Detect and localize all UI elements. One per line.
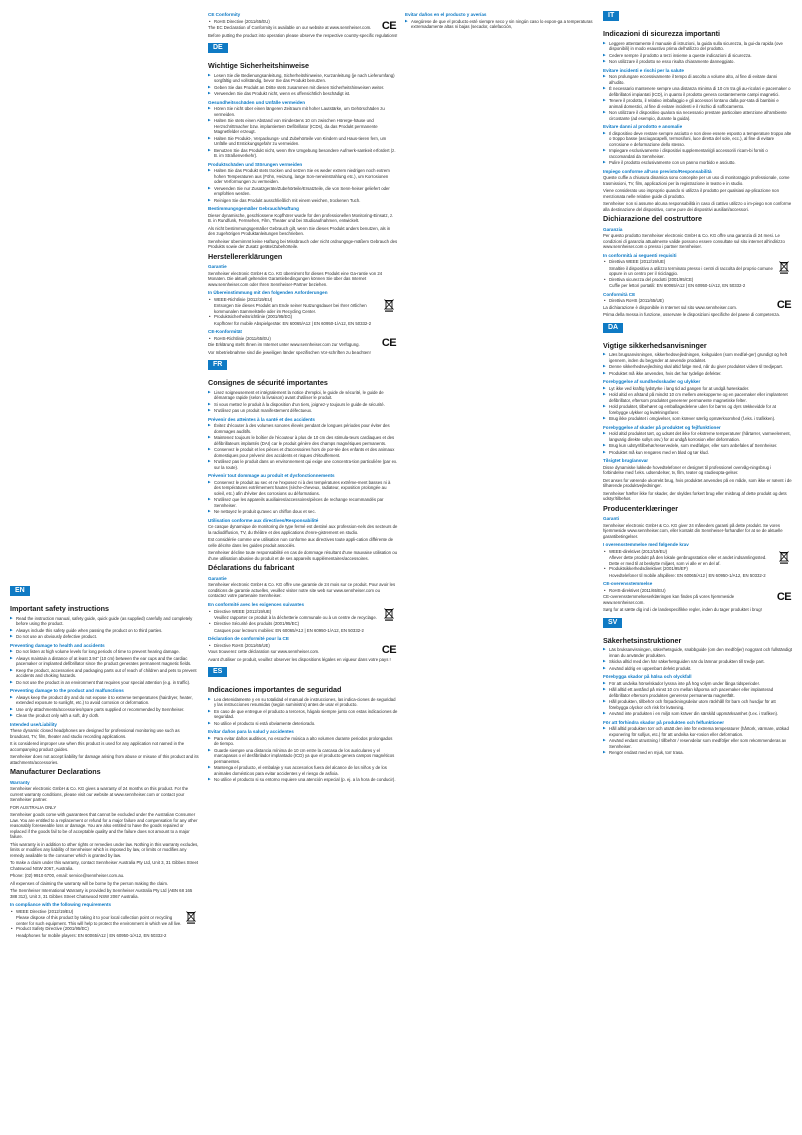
fr-warranty-text: Sennheiser electronic GmbH & Co. KG offre une garantie de 24 mois sur ce produit. Pour avoir les conditions de garantie actuelles, veuillez visiter notre site web sur www.sennheiser.com ou contactez votre partenaire Sennheiser. [208,582,396,598]
en-safety-item: ▶ Do not use an obviously defective product. [10,634,200,640]
da-warranty-text: Sennheiser electronic GmbH & Co. KG giver 24 måneders garanti på dette produkt. Se vores hjemmeside www.sennheiser.com, eller kontakt din Sennheiser-forhandler for at se de aktuelle garantibetingelser. [603,522,783,539]
it-warranty-heading: Garanzia [603,226,623,232]
it-health-item: ▶ Non prolungare eccessivamente il tempo di ascolto a volume alto, al fine di evitare danni all'udito. [603,74,793,85]
sv-safety-item: ▶ Skicka alltid med den här säkerhetsguiden när du lämnar produkten till tredje part. [603,659,793,665]
sv-health-item: ▶ Håll alltid ett avstånd på minst 10 cm mellan kåporna och pacemaker eller implanterad defibrillator eftersom produkten genererar permanenta magnetfält. [603,687,793,698]
weee-bin-icon [380,608,398,621]
column-2 [208,12,398,784]
ce-text: Before putting the product into operation please observe the respective country-specific regulations! [208,32,398,38]
sv-safety-item: ▶ Använd aldrig en uppenbart defekt produkt. [603,666,793,672]
da-ce-text: Sørg for at sætte dig ind i de landespecifikke regler, inden du tager produktet i brug! [603,607,762,612]
es-safety-item: ▶ No utilice el producto si está obviamente deteriorado. [208,721,398,727]
de-weee-block [208,297,398,315]
en-warranty-heading: Warranty [10,779,30,785]
da-mfr-heading: Producenterklæringer [603,503,679,513]
sv-health-heading: Förebygga skador på hälsa och olyckfall [603,674,692,679]
da-safety-item: ▶ Produktet må ikke anvendes, hvis det har tydelige defekter. [603,371,793,377]
en-au-heading: FOR AUSTRALIA ONLY [10,804,57,810]
it-health-item: ▶ Non utilizzare il dispositivo qualora sia necessario prestare particolare attenzione all'ambiente circostante (ad esempio, durante la guida). [603,110,793,121]
da-safety-item: ▶ Læs brugsanvisningen, sikkerhedsvejledningen, kvikguiden (som medføl-ger) grundigt og helt igennem, inden du begynder at anvende produktet. [603,352,793,363]
lang-tag-en: EN [10,586,30,596]
da-safety-heading: Vigtige sikkerhedsanvisninger [603,340,707,350]
es-health-item: ▶ Para evitar daños auditivos, no escuche música a alto volumen durante periodos prolongados de tiempo. [208,736,398,747]
ce-text: The EC Declaration of Conformity is available on our website at www.sennheiser.com. [208,25,372,30]
da-use-text: Det anses for værende ukorrekt brug, hvis produktet anvendes på en måde, som ikke er nævnt i de tilhørende produktvejledninger. [603,477,792,488]
ce-mark-icon: CE [381,336,397,349]
fr-psd-text: Casques pour lecteurs mobiles: EN 60065/A12 | EN 60950-1/A12, EN 50332-2 [214,627,364,633]
fr-use-text: Est considérée comme une utilisation non conforme aux directives toute appli-cation différente de celle décrite dans les guides produit associés. [208,537,394,548]
de-health-item: ▶ Hören Sie nicht über einen längeren Zeitraum mit hoher Lautstärke, um Gehörschäden zu vermeiden. [208,106,398,117]
fr-psd-title: • Directive Sécurité des produits (2001/95/EC) [208,621,398,627]
de-malf-item: ▶ Halten Sie das Produkt stets trocken und setzen Sie es weder extrem niedrigen noch extrem hohen Temperaturen aus (Föhn, Heizung, lange Son-neneinstrahlung etc.), um Korrosionen oder Verformungen zu vermeiden. [208,168,398,185]
it-weee-text: Smaltire il dispositivo a utilizzo terminato presso i centri di raccolta del proprio comune oppure in un centro per il riciclaggio. [609,265,773,276]
da-use-text: Sennheiser hæfter ikke for skader, der skyldes forkert brug eller misbrug af dette produkt og dets udstyr/tilbehør. [603,490,787,501]
de-use-text: Als nicht bestimmungsgemäßer Gebrauch gilt, wenn Sie dieses Produkt anders benutzen, als in den zugehörigen Produktanleitungen beschrieben. [208,225,391,236]
da-weee-block [603,549,793,567]
fr-use-text: Ce casque dynamique de monitoring de type fermé est destiné aux profession-nels des secteurs de la radiodiffusion, TV, du théâtre et des applications d'enre-gistrement en studio. [208,524,398,535]
fr-ce-block [208,643,398,657]
en-safety-heading: Important safety instructions [10,604,110,613]
column-3 [405,12,595,31]
da-warranty-heading: Garanti [603,516,620,521]
de-use-text: Dieser dynamische, geschlossene Kopfhörer wurde für den professionellen Monitoring-Einsatz, z. B. in Rundfunk, Fernsehen, Film, Theater und bei Studioaufnahmen, entwickelt. [208,212,394,223]
es-safety-item: ▶ Lea detenidamente y en su totalidad el manual de instrucciones, las indica-ciones de seguridad y las instrucciones resumidas (según suministro) antes de usar el producto. [208,697,398,708]
fr-health-item: ▶ Maintenez toujours le boîtier de l'écouteur à plus de 10 cm des stimula-teurs cardiaques et des défibrillateurs implantés (DAI) car le produit génère des champs magnétiques permanents. [208,435,398,446]
ce-conformity-block [208,19,398,33]
fr-ce-text: Vous trouverez cette déclaration sur www.sennheiser.com. [208,649,320,654]
de-malf-item: ▶ Reinigen Sie das Produkt ausschließlich mit einem weichen, trockenen Tuch. [208,198,398,204]
it-psd-text: Cuffie per lettori portatili: EN 60065/A12 | EN 60950-1/A12, EN 50332-2 [609,283,746,288]
fr-weee-block [208,608,398,621]
de-rohs: • RoHS-Richtlinie (2011/65/EU) [208,336,380,342]
da-rohs: • RoHS-direktivet (2011/65/EU) [603,588,775,594]
it-use-text: Viene considerato uso improprio quando si utilizza il prodotto per qualsiasi ap-plicazione non menzionata nelle relative guide di prodotto. [603,188,779,199]
it-weee-title: • Direttiva WEEE (2012/19/UE) [603,259,775,265]
en-health-item: ▶ Always maintain a distance of at least 3.94" (10 cm) between the ear cups and the cardiac pacemaker or implanted defibrillator since the product generates permanent magnetic fields. [10,656,200,667]
en-use-text: It is considered improper use when this product is used for any application not named in the accompanying product guides. [10,741,185,752]
fr-malf-item: ▶ Ne nettoyez le produit qu'avec un chiffon doux et sec. [208,509,398,515]
de-safety-item: ▶ Geben Sie das Produkt an Dritte stets zusammen mit diesen Sicherheitshinweisen weiter. [208,85,398,91]
da-malf-item: ▶ Produktet må kun rengøres med en blød og tør klud. [603,450,793,456]
ce-mark-icon: CE [776,591,792,604]
sv-malf-item: ▶ Rengör endast med en mjuk, torr trasa. [603,750,793,756]
de-health-item: ▶ Benutzen Sie das Produkt nicht, wenn Ihre Umgebung besondere Aufmerk-samkeit erfordert (z. B. im Straßenverkehr). [208,148,398,159]
en-psd-text: Headphones for mobile players: EN 60065/A12 | EN 60950-1/A12, EN 50332-2 [16,932,167,938]
en-compliance-heading: In compliance with the following requirements [10,902,112,907]
da-use-text: Disse dynamiske lukkede hovedtelefoner er designet til professionel overvåg-ningsbrug i forbindelse med f.eks. udsendelser, tv, film, teater og studieopta-gelser. [603,464,772,475]
en-weee-text: Please dispose of this product by taking it to your local collection point or recycling center for such equipment. This will help to protect the environment in which we all live. [16,915,182,926]
it-safety-item: ▶ Non utilizzare il prodotto se esso risulta chiaramente danneggiato. [603,59,793,65]
de-safety-item: ▶ Lesen Sie die Bedienungsanleitung, Sicherheitshinweise, Kurzanleitung (je nach Lieferumfang) sorgfältig und vollständig, bevor Sie das Produkt benutzen. [208,73,398,84]
en-malf-item: ▶ Use only attachments/accessories/spare parts supplied or recommended by Sennheiser. [10,707,200,713]
sv-malf-heading: För att förhindra skador på produkten och felfunktioner [603,719,724,725]
sv-safety-heading: Säkerhetsinstruktioner [603,635,682,645]
fr-safety-item: ▶ Si vous mettez le produit à la disposition d'un tiers, joignez-y toujours le guide de sécurité. [208,402,398,408]
it-weee-block [603,259,793,277]
fr-health-item: ▶ Évitez d'écouter à des volumes sonores élevés pendant de longues périodes pour éviter des dommages auditifs. [208,423,398,434]
fr-health-heading: Prévenir des atteintes à la santé et des accidents [208,416,315,422]
en-au-text: The Sennheiser International Warranty is provided by Sennheiser Australia Pty Ltd (ABN 68 165 388 312), Unit 3, 31 Gibbes Street Chatswood NSW 2067 Australia. [10,888,193,899]
column-4 [603,8,793,757]
da-psd-text: Hovedtelefoner til mobile afspillere: EN 60065/A12 | EN 60950-1/A12, EN 50332-2 [609,572,766,578]
fr-use-text: Sennheiser décline toute responsabilité en cas de dommage résultant d'une mauvaise utilisation ou d'une utilisation abusive du produit et de ses appareils supplémentaires/accessoires. [208,550,398,561]
column-1 [10,583,200,938]
de-use-heading: Bestimmungsgemäßer Gebrauch/Haftung [208,206,299,211]
de-ce-block [208,336,398,350]
sv-malf-item: ▶ Använd endast utrustning / tillbehör / reservdelar som medföljer eller som rekommenderas av Sennheiser. [603,738,793,749]
da-health-item: ▶ Lyt ikke ved kraftig lydstyrke i lang tid ad gangen for at undgå høreskader. [603,386,793,392]
de-use-text: Sennheiser übernimmt keine Haftung bei Missbrauch oder nicht ordnungsge-mäßem Gebrauch des Produkts sowie der Zusatz geräte/Zubehörteile. [208,238,398,249]
da-ce-text: CE-overensstemmelseserklæringen kan findes på vores hjemmeside www.sennheiser.com. [603,594,735,605]
lang-tag-sv: SV [603,618,622,628]
da-safety-item: ▶ Denne sikkerhedsvejledning skal altid følge med, når du giver produktet videre til tredjepart. [603,364,793,370]
it-malf-item: ▶ Impiegare esclusivamente i dispositivi supplementari/gli accessori/i ricam-bi forniti o raccomandati da Sennheiser. [603,148,793,159]
en-au-text: To make a claim under this warranty, contact Sennheiser Australia Pty Ltd, Unit 3, 31 Gibbes Street Chatswood NSW 2067, Australia. [10,860,199,871]
fr-malf-heading: Prévenir tout dommage au produit et dysfonctionnements [208,473,335,478]
da-malf-item: ▶ Brug kun udstyr/tilbehør/reservedele, som medfølger, eller som anbefales af Sennheiser. [603,443,793,449]
weee-bin-icon [380,299,398,312]
it-ce-text: La dichiarazione è disponibile in Internet sul sito www.sennheiser.com. [603,304,737,310]
it-warranty-text: Per questo prodotto Sennheiser electronic GmbH & Co. KG offre una garanzia di 24 mesi. Le condizioni di garanzia attualmente valide possono essere consultate sul sito internet all'indirizzo www.sennheiser.com o presso i partner Sennheiser. [603,233,785,249]
ce-rohs: • RoHS Directive (2011/65/EU) [208,19,380,25]
en-au-text: Phone: (02) 9910 6700, email: service@sennheiser.com.au. [10,873,125,878]
fr-warranty-heading: Garantie [208,575,227,581]
fr-malf-item: ▶ N'utilisez que les appareils auxiliaires/accessoires/pièces de rechange recommandés par Sennheiser. [208,497,398,508]
de-ce-text: Vor Inbetriebnahme sind die jeweiligen länder spezifischen Vor-schriften zu beachten! [208,349,371,355]
fr-ce-heading: Déclaration de conformité pour la CE [208,636,289,641]
it-rohs: • Direttiva RoHS (2011/65/UE) [603,298,775,304]
en-use-heading: Intended use/Liability [10,721,57,727]
fr-use-heading: Utilisation conforme aux directives/Responsabilité [208,517,319,523]
ce-mark-icon: CE [776,299,792,311]
en-au-text: Sennheiser goods come with guarantees that cannot be excluded under the Australian Consumer Law. You are entitled to a replacement or refund for a major failure and compensation for any other reasonably foreseeable loss or damage. You are also entitled to have the goods repaired or replaced if the goods fail to be of acceptable quality and the failure does not amount to a major failure. [10,812,198,839]
da-weee-title: • WEEE-direktivet (2012/19/EU) [603,549,775,555]
de-malf-item: ▶ Verwenden Sie nur Zusatzgeräte/Zubehörteile/Ersatzteile, die von Senn-heiser geliefert oder empfohlen werden. [208,186,398,197]
de-warranty-heading: Garantie [208,264,227,269]
weee-bin-icon [775,261,793,274]
en-safety-item: ▶ Always include this safety guide when passing the product on to third parties. [10,628,200,634]
fr-safety-item: ▶ N'utilisez pas un produit manifestement défectueux. [208,408,398,414]
de-health-heading: Gesundheitsschäden und Unfälle vermeiden [208,99,306,105]
sv-health-item: ▶ För att undvika hörselskador lyssna inte på hög volym under långa tidsperioder. [603,681,793,687]
it-ce-block [603,298,793,312]
it-ce-heading: Conformità CE [603,291,636,297]
en-health-heading: Preventing damage to health and accidents [10,642,105,648]
fr-safety-item: ▶ Lisez soigneusement et intégralement la notice d'emploi, le guide de sécurité, le guide de démarrage rapide (selon la livraison) avant d'utiliser le produit. [208,390,398,401]
it-use-heading: Impiego conforme all'uso previsto/Responsabilità [603,168,712,174]
de-weee-text: Entsorgen Sie dieses Produkt am Ende seiner Nutzungsdauer bei Ihrer örtlichen kommunalen Sammelstelle oder im Recycling Center. [214,303,367,314]
it-safety-item: ▶ Cedere sempre il prodotto a terzi insieme a queste indicazioni di sicurezza. [603,53,793,59]
es-malf-item: ▶ Asegúrese de que el producto esté siempre seco y sin ningún caso lo expon-ga a temperaturas extremadamente altas ni bajas (secador, calefacción, [405,19,595,30]
de-safety-heading: Wichtige Sicherheitshinweise [208,61,309,70]
de-compliance-heading: In Übereinstimmung mit den folgenden Anforderungen [208,290,328,295]
fr-rohs: • Directive RoHS (2011/65/UE) [208,643,380,649]
en-health-item: ▶ Keep the product, accessories and packaging parts out of reach of children and pets to prevent accidents and choking hazards. [10,668,200,679]
it-safety-item: ▶ Leggere attentamente il manuale di istruzioni, la guida sulla sicurezza, la gui-da rapida (ove disponibili) in modo esaustivo prima dell'utilizzo del prodotto. [603,41,793,52]
en-au-text: This warranty is in addition to other rights or remedies under law. Nothing in this warranty excludes, limits or modifies any liability of Sennheiser which is imposed by law, or limits or modifies any remedy available to the consumer which is granted by law. [10,841,199,858]
de-mfr-heading: Herstellererklärungen [208,251,283,261]
en-psd-title: • Product Safety Directive (2001/95/EC) [10,926,200,932]
da-health-heading: Forebyggelse af sundhedsskader og ulykker [603,379,701,384]
es-malf-heading: Evitar daños en el producto y averías [405,12,487,17]
de-health-item: ▶ Halten Sie Produkt-, Verpackungs- und Zubehörteile von Kindern und Haus-tieren fern, um Unfälle und Erstickungsgefahr zu vermeiden. [208,136,398,147]
de-safety-item: ▶ Verwenden Sie das Produkt nicht, wenn es offensichtlich beschädigt ist. [208,91,398,97]
it-malf-item: ▶ Pulire il prodotto esclusivamente con un panno morbido e asciutto. [603,160,793,166]
en-health-item: ▶ Do not use the product in an environment that requires your special attention (e.g. in traffic). [10,680,200,686]
de-weee-title: • WEEE-Richtlinie (2012/19/EU) [208,297,380,303]
fr-mfr-heading: Déclarations du fabricant [208,563,295,572]
es-health-item: ▶ No utilice el producto si su entorno requiere una atención especial (p. ej. a la hora de conducir). [208,777,398,783]
da-health-item: ▶ Hold altid en afstand på mindst 10 cm mellem ørekopperne og en pacemaker eller implanteret defibrillator, eftersom produktet genererer permanente magnetiske felter. [603,392,793,403]
de-ce-heading: CE-Konformität [208,329,242,334]
en-use-text: These dynamic closed headphones are designed for professional monitoring use such as broadcast, TV, film, theater and studio recording applications. [10,728,180,739]
es-safety-item: ▶ En caso de que entregue el producto a terceros, hágalo siempre junto con estas indicaciones de seguridad. [208,709,398,720]
sv-malf-item: ▶ Håll alltid produkten torr och utsätt den inte för extrema temperaturer (hårtork, värmare, utökad exponering för solljus, etc.) för att undvika kor-rosion eller deformation. [603,726,793,737]
da-health-item: ▶ Hold produktet, tilbehøret og emballagedelene uden for børns og dyrs rækkevidde for at forebygge ulykker og kvælningsfarer. [603,404,793,415]
lang-tag-de: DE [208,43,228,53]
en-warranty-text: Sennheiser electronic GmbH & Co. KG gives a warranty of 24 months on this product. For the current warranty conditions, please visit our website at www.sennheiser.com or contact your Sennheiser partner. [10,786,189,802]
ce-conformity-heading: CE Conformity [208,12,241,17]
it-compliance-heading: In conformità ai seguenti requisiti [603,252,677,258]
da-compliance-heading: I overensstemmelse med følgende krav [603,542,689,547]
lang-tag-es: ES [208,667,227,677]
ce-mark-icon: CE [381,19,397,32]
it-use-text: Queste cuffie a chiusura dinamica sono concepite per un uso di monitoraggio professionale, come trasmissioni, TV, film, applicazioni per la registrazione in teatro e in studio. [603,175,790,186]
es-health-item: ▶ Guarde siempre una distancia mínima de 10 cm entre la carcasa de los auriculares y el marcapasos o el desfibrilador implantado (ICD) ya que el producto genera campos magnéticos permanentes. [208,748,398,765]
de-psd-text: Kopfhörer für mobile Abspielgeräte: EN 60065/A12 | EN 60950-1/A12, EN 50332-2 [214,320,372,326]
weee-bin-icon [775,551,793,564]
weee-bin-icon [182,911,200,924]
de-health-item: ▶ Halten Sie stets einen Abstand von mindestens 10 cm zwischen Hörerge-häuse und Herzschrittmacher bzw. implantiertem Defibrillator (ICDs), da das Produkt permanente Magnetfelder erzeugt. [208,118,398,135]
it-malf-heading: Evitare danni al prodotto e anomalie [603,124,683,129]
es-health-item: ▶ Mantenga el producto, el embalaje y sus accesorios fuera del alcance de los niños y de los animales domésticos para evitar accidentes y el riesgo de asfixia. [208,765,398,776]
en-mfr-heading: Manufacturer Declarations [10,767,101,776]
lang-tag-fr: FR [208,360,227,370]
it-use-text: Sennheiser non si assume alcuna responsabilità in caso di cattivo utilizzo o im-piego non conforme alla destinazione del dispositivo, come pure dei dispositivi ausiliari/accessori. [603,201,792,212]
fr-health-item: ▶ N'utilisez pas le produit dans un environnement qui exige une concentra-tion particulière (par ex. sur la route). [208,459,398,470]
en-malf-item: ▶ Clean the product only with a soft, dry cloth. [10,713,200,719]
fr-weee-text: Veuillez rapporter ce produit à la déchetterie communale ou à un centre de recyclage. [214,615,377,620]
it-ce-text: Prima della messa in funzione, osservare le disposizioni specifiche del paese di competenza. [603,312,780,317]
en-malf-heading: Preventing damage to the product and malfunctions [10,688,124,693]
de-psd-title: • Produktsicherheitsrichtlinie (2001/95/EG) [208,314,398,320]
en-weee-block [10,909,200,927]
da-weee-text: Aflever dette produkt på den lokale genbrugsstation eller et andet indsamlingssted. Dette er med til at beskytte miljøet, som vi alle er en del af. [609,555,767,566]
lang-tag-it: IT [603,11,619,21]
da-malf-heading: Forebyggelse af skader på produktet og fejlfunktioner [603,424,721,430]
it-malf-item: ▶ Il dispositivo deve restare sempre asciutto e non deve essere esposto a temperature troppo alte o troppo basse (asciugacapelli, termosifoni, luce diretta del sole, ecc.), al fine di evitare corrosione e deformazione dello stesso. [603,131,793,148]
it-mfr-heading: Dichiarazione del costruttore [603,214,703,223]
fr-compliance-heading: En conformité avec les exigences suivantes [208,601,305,607]
en-safety-item: ▶ Read the instruction manual, safety guide, quick guide (as supplied) carefully and completely before using the product. [10,616,200,627]
sv-health-item: ▶ Håll produkten, tillbehör och förpackningsdelar utom räckhåll för barn och husdjur för att förebygga olyckor och risk för kvävning. [603,699,793,710]
ce-mark-icon: CE [381,643,397,656]
it-health-item: ▶ È necessario mantenere sempre una distanza minima di 10 cm tra gli au-ricolari e pacemaker o defibrillatori impiantati (ICD), in quanto il prodotto genera costantemente campi magnetici. [603,86,793,97]
lang-tag-da: DA [603,323,623,333]
it-health-item: ▶ Tenere il prodotto, il relativo imballaggio e gli accessori lontano dalla por-tata di bambini e animali domestici, al fine di evitare incidenti e il rischio di soffocamento. [603,98,793,109]
de-malf-heading: Produktschäden und Störungen vermeiden [208,161,303,167]
es-health-heading: Evitar daños para la salud y accidentes [208,729,294,734]
en-weee-title: • WEEE Directive (2012/19/EU) [10,909,182,915]
sv-health-item: ▶ Använd inte produkten i en miljö som kräver din särskild uppmärksamhet (t.ex. i trafiken). [603,711,793,717]
en-malf-item: ▶ Always keep the product dry and do not expose it to extreme temperatures (hairdryer, heater, extended exposure to sunlight, etc.) to avoid corrosion or deformation. [10,695,200,706]
fr-ce-text: Avant d'utiliser ce produit, veuillez observer les dispositions légales en vigueur dans votre pays ! [208,656,391,662]
en-au-text: All expenses of claiming the warranty will be borne by the person making the claim. [10,880,169,886]
fr-weee-title: • Directive WEEE (2012/19/UE) [208,609,380,615]
de-ce-text: Die Erklärung steht Ihnen im Internet unter www.sennheiser.com zur Verfügung. [208,342,360,347]
it-health-heading: Evitare incidenti e rischi per la salute [603,67,684,73]
da-malf-item: ▶ Hold altid produktet tørt, og udsæt det ikke for ekstreme temperaturer (hårtørrer, varmeelement, langvarig direkte sollys osv.) for at undgå korrosion eller deformation. [603,431,793,442]
en-use-text: Sennheiser does not accept liability for damage arising from abuse or misuse of this product and its attachments/accessories. [10,754,199,765]
it-safety-heading: Indicazioni di sicurezza importanti [603,29,721,38]
sv-safety-item: ▶ Läs bruksanvisningen, säkerhetsguide, snabbguide (om den medföljer) noggrant och fullständigt innan du använder produkten. [603,647,793,658]
fr-safety-heading: Consignes de sécurité importantes [208,378,328,387]
fr-malf-item: ▶ Conservez le produit au sec et ne l'exposez ni à des températures extrême-ment basses ni à des températures extrêmement hautes (sèche-cheveux, radiateur, exposition prolongée au soleil, etc.) afin d'éviter des corrosions ou déformations. [208,480,398,497]
da-ce-heading: CE-overensstemmelse [603,581,653,586]
en-health-item: ▶ Do not listen at high volume levels for long periods of time to prevent hearing damage. [10,649,200,655]
da-use-heading: Tilsigtet brug/ansvar [603,458,649,463]
de-warranty-text: Sennheiser electronic GmbH & Co. KG übernimmt für dieses Produkt eine Ga-rantie von 24 Monaten. Die aktuell geltenden Garantiebedingungen können Sie über das Internet www.sennheiser.com oder Ihren Sennheiser-Partner beziehen. [208,270,383,287]
da-health-item: ▶ Brug ikke produktet i omgivelser, som kræver særlig opmærksomhed (f.eks. i trafikken). [603,416,793,422]
da-psd-title: • Produktsikkerhedsdirektivet (2001/95/EF) [603,566,793,572]
fr-health-item: ▶ Conservez le produit et les pièces et d'accessoires hors de por-tée des enfants et des animaux domestiques pour prévenir des accidents et risques d'étouffement. [208,447,398,458]
it-psd-title: • Direttiva sicurezza del prodotti (2001/95/CE) [603,277,793,283]
da-ce-block [603,588,793,608]
es-safety-heading: Indicaciones importantes de seguridad [208,685,342,694]
page-bottom-edge [0,1129,802,1135]
